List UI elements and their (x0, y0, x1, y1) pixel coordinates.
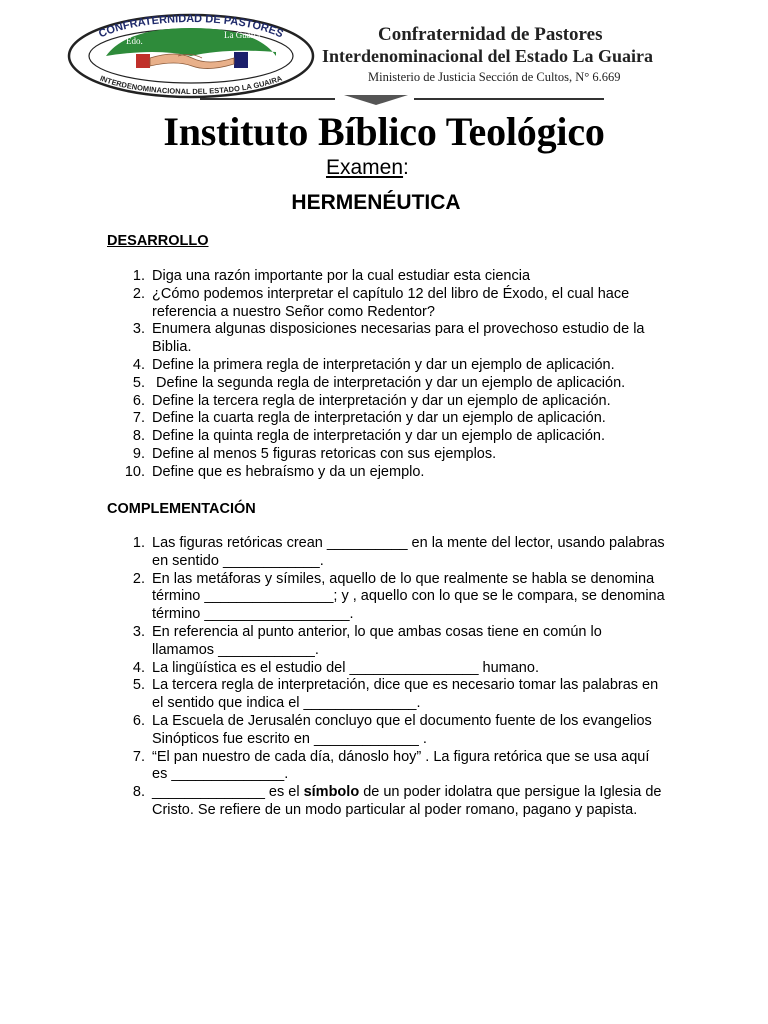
item-number: 4. (132, 356, 145, 373)
logo-bottom-text: INTERDENOMINACIONAL DEL ESTADO LA GUAIRA (98, 73, 284, 97)
item-number: 4. (132, 659, 145, 676)
list-item (107, 428, 667, 446)
item-text: Las figuras retóricas crean __________ en la mente del lector, usando palabras en sentido ____________. (152, 535, 665, 569)
item-number: 7. (132, 410, 145, 427)
exam-colon: : (403, 156, 409, 179)
item-number: 2. (132, 570, 145, 587)
org-title: Confraternidad de Pastores (378, 24, 603, 45)
item-number: 10. (124, 463, 145, 480)
item-number: 1. (132, 268, 145, 284)
item-number: 2. (132, 285, 145, 302)
registration-note: Ministerio de Justicia Sección de Cultos, N° 6.669 (368, 70, 621, 84)
item-number: 8. (132, 784, 145, 801)
item-text: La tercera regla de interpretación, dice que es necesario tomar las palabras en el sentido que indica el ______________. (152, 677, 659, 712)
item-number: 9. (132, 445, 145, 462)
logo-top-text: CONFRATERNIDAD DE PASTORES (96, 12, 286, 41)
list-item (107, 713, 667, 749)
item-number: 3. (132, 623, 145, 640)
list-item (107, 410, 667, 428)
item-text: Define al menos 5 figuras retoricas con sus ejemplos. (152, 445, 497, 462)
section-title-complement: COMPLEMENTACIÓN (107, 501, 256, 517)
item-number: 5. (132, 677, 145, 694)
item-text: La Escuela de Jerusalén concluyo que el documento fuente de los evangelios Sinópticos fue escrito en _____________ . (152, 712, 652, 747)
list-item (107, 268, 667, 286)
organization-logo (66, 12, 316, 100)
list-item (107, 464, 667, 482)
subject-title: HERMENÉUTICA (291, 191, 461, 214)
item-text: Diga una razón importante por la cual estudiar esta ciencia (152, 268, 531, 284)
list-item (107, 571, 667, 624)
development-list (107, 268, 667, 482)
list-item (107, 321, 667, 357)
item-text: “El pan nuestro de cada día, dánoslo hoy” . La figura retórica que se usa aquí es ______________. (152, 748, 650, 783)
item-text: Define la primera regla de interpretación y dar un ejemplo de aplicación. (152, 356, 615, 373)
item-text: Define la segunda regla de interpretación y dar un ejemplo de aplicación. (152, 374, 626, 391)
item-text-before: ______________ es el (152, 784, 304, 801)
complement-list (107, 535, 667, 820)
list-item (107, 784, 667, 820)
logo-left-label: Edo. (126, 36, 143, 46)
item-text: La lingüística es el estudio del ________________ humano. (152, 659, 539, 676)
item-text: En referencia al punto anterior, lo que ambas cosas tiene en común lo llamamos ____________. (152, 623, 602, 658)
list-item (107, 446, 667, 464)
item-text: Define que es hebraísmo y da un ejemplo. (152, 463, 425, 480)
item-text: Define la cuarta regla de interpretación y dar un ejemplo de aplicación. (152, 410, 606, 427)
right-cuff (234, 52, 248, 68)
logo-right-label: La Guaira (224, 30, 261, 40)
header-rule-left (200, 98, 335, 100)
item-number: 3. (132, 321, 145, 338)
item-number: 6. (132, 392, 145, 409)
item-number: 8. (132, 428, 145, 445)
left-cuff (136, 54, 150, 68)
list-item (107, 535, 667, 571)
list-item (107, 393, 667, 411)
institute-title: Instituto Bíblico Teológico (163, 109, 605, 154)
exam-heading (326, 155, 409, 181)
item-number: 5. (132, 374, 145, 391)
item-text: En las metáforas y símiles, aquello de lo que realmente se habla se denomina término ________________; y , aquello con lo que se le compara, se denomina término __________________. (152, 570, 665, 623)
list-item (107, 375, 667, 393)
chevron-down-icon (344, 95, 408, 105)
section-title-development: DESARROLLO (107, 233, 209, 249)
list-item (107, 286, 667, 322)
item-text: Define la quinta regla de interpretación y dar un ejemplo de aplicación. (152, 428, 606, 445)
list-item (107, 749, 667, 785)
item-number: 1. (132, 535, 145, 551)
list-item (107, 660, 667, 678)
org-subtitle: Interdenominacional del Estado La Guaira (322, 46, 654, 66)
item-text: Define la tercera regla de interpretación y dar un ejemplo de aplicación. (152, 392, 611, 409)
item-text: Enumera algunas disposiciones necesarias para el provechoso estudio de la Biblia. (152, 321, 645, 356)
item-number: 6. (132, 712, 145, 729)
list-item (107, 357, 667, 375)
item-text-bold: símbolo (303, 784, 360, 801)
item-text: ¿Cómo podemos interpretar el capítulo 12 del libro de Éxodo, el cual hace referencia a nuestro Señor como Redentor? (152, 285, 630, 320)
header-rule-right (414, 98, 604, 100)
list-item (107, 677, 667, 713)
item-number: 7. (132, 748, 145, 765)
item-text-after: de un poder idolatra que persigue la Iglesia de Cristo. Se refiere de un modo particular al poder romano, pagano y papista. (152, 784, 662, 818)
list-item (107, 624, 667, 660)
exam-label: Examen (326, 156, 404, 179)
